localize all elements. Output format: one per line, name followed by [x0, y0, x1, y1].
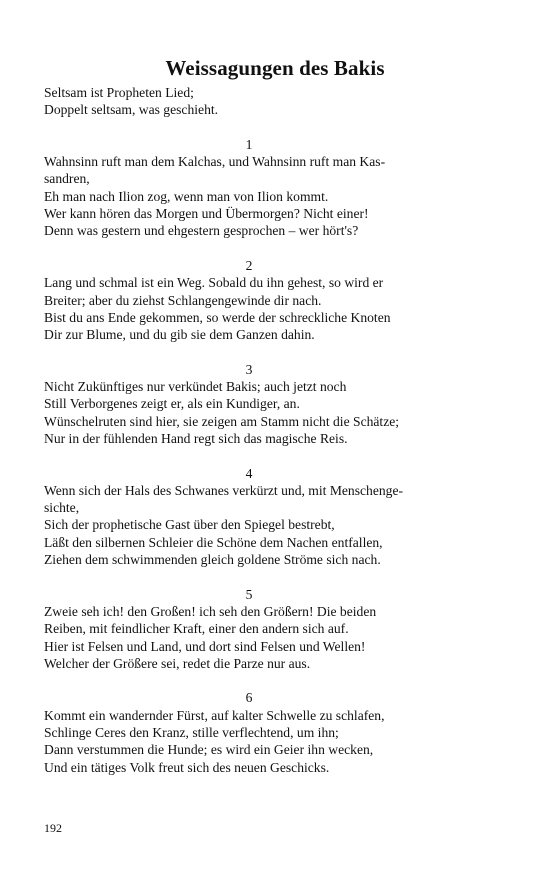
stanza-1	[44, 136, 504, 240]
verse-line: Bist du ans Ende gekommen, so werde der schreckliche Knoten	[44, 309, 391, 325]
verse-line: Ziehen dem schwimmenden gleich goldene Ströme sich nach.	[44, 552, 381, 568]
verse-line: Hier ist Felsen und Land, und dort sind Felsen und Wellen!	[44, 638, 366, 654]
verse-line: Nur in der fühlenden Hand regt sich das magische Reis.	[44, 430, 348, 446]
stanza-3	[44, 361, 504, 447]
verse-line: Eh man nach Ilion zog, wenn man von Ilion kommt.	[44, 188, 329, 204]
stanza-spacer	[44, 119, 504, 136]
verse-line: Zweie seh ich! den Großen! ich seh den Größern! Die beiden	[44, 603, 377, 619]
verse-line: Und ein tätiges Volk freut sich des neuen Geschicks.	[44, 759, 330, 775]
verse-line: Wünschelruten sind hier, sie zeigen am Stamm nicht die Schätze;	[44, 413, 400, 429]
page-number: 192	[44, 821, 62, 835]
verse-line: Sich der prophetische Gast über den Spiegel bestrebt,	[44, 517, 335, 533]
stanza-number: 5	[245, 586, 253, 602]
intro-line: Seltsam ist Propheten Lied;	[44, 85, 194, 100]
verse-line: sandren,	[44, 171, 90, 187]
poem-body	[44, 84, 504, 776]
stanza-2	[44, 257, 504, 343]
stanza-spacer	[44, 240, 504, 257]
verse-line: Wenn sich der Hals des Schwanes verkürzt und, mit Menschenge-	[44, 482, 404, 498]
verse-line: Reiben, mit feindlicher Kraft, einer den andern sich auf.	[44, 621, 349, 637]
stanza-spacer	[44, 343, 504, 360]
stanza-number: 2	[245, 257, 253, 273]
stanza-spacer	[44, 672, 504, 689]
verse-line: Nicht Zukünftiges nur verkündet Bakis; auch jetzt noch	[44, 379, 347, 395]
stanza-number: 1	[245, 136, 253, 152]
verse-line: Breiter; aber du ziehst Schlangengewinde dir nach.	[44, 292, 322, 308]
verse-line: Dann verstummen die Hunde; es wird ein Geier ihn wecken,	[44, 742, 374, 758]
verse-line: Wahnsinn ruft man dem Kalchas, und Wahnsinn ruft man Kas-	[44, 154, 386, 170]
verse-line: Dir zur Blume, und du gib sie dem Ganzen dahin.	[44, 327, 315, 343]
intro-couplet	[44, 84, 504, 119]
stanza-number: 4	[245, 465, 253, 481]
verse-line: Kommt ein wandernder Fürst, auf kalter Schwelle zu schlafen,	[44, 707, 385, 723]
stanza-number: 3	[245, 361, 253, 377]
stanza-spacer	[44, 568, 504, 585]
intro-line: Doppelt seltsam, was geschieht.	[44, 102, 219, 118]
stanza-4	[44, 465, 504, 569]
verse-line: Wer kann hören das Morgen und Übermorgen? Nicht einer!	[44, 206, 369, 222]
verse-line: sichte,	[44, 500, 80, 516]
verse-line: Denn was gestern und ehgestern gesprochen – wer hört's?	[44, 223, 359, 239]
page-title: Weissagungen des Bakis	[165, 56, 385, 80]
stanza-5	[44, 586, 504, 672]
verse-line: Schlinge Ceres den Kranz, stille verflechtend, um ihn;	[44, 724, 339, 740]
stanza-spacer	[44, 447, 504, 464]
verse-line: Lang und schmal ist ein Weg. Sobald du ihn gehest, so wird er	[44, 275, 384, 291]
stanza-6	[44, 689, 504, 775]
verse-line: Welcher der Größere sei, redet die Parze nur aus.	[44, 655, 311, 671]
stanza-number: 6	[245, 690, 253, 706]
verse-line: Läßt den silbernen Schleier die Schöne dem Nachen entfallen,	[44, 534, 383, 550]
verse-line: Still Verborgenes zeigt er, als ein Kundiger, an.	[44, 396, 300, 412]
